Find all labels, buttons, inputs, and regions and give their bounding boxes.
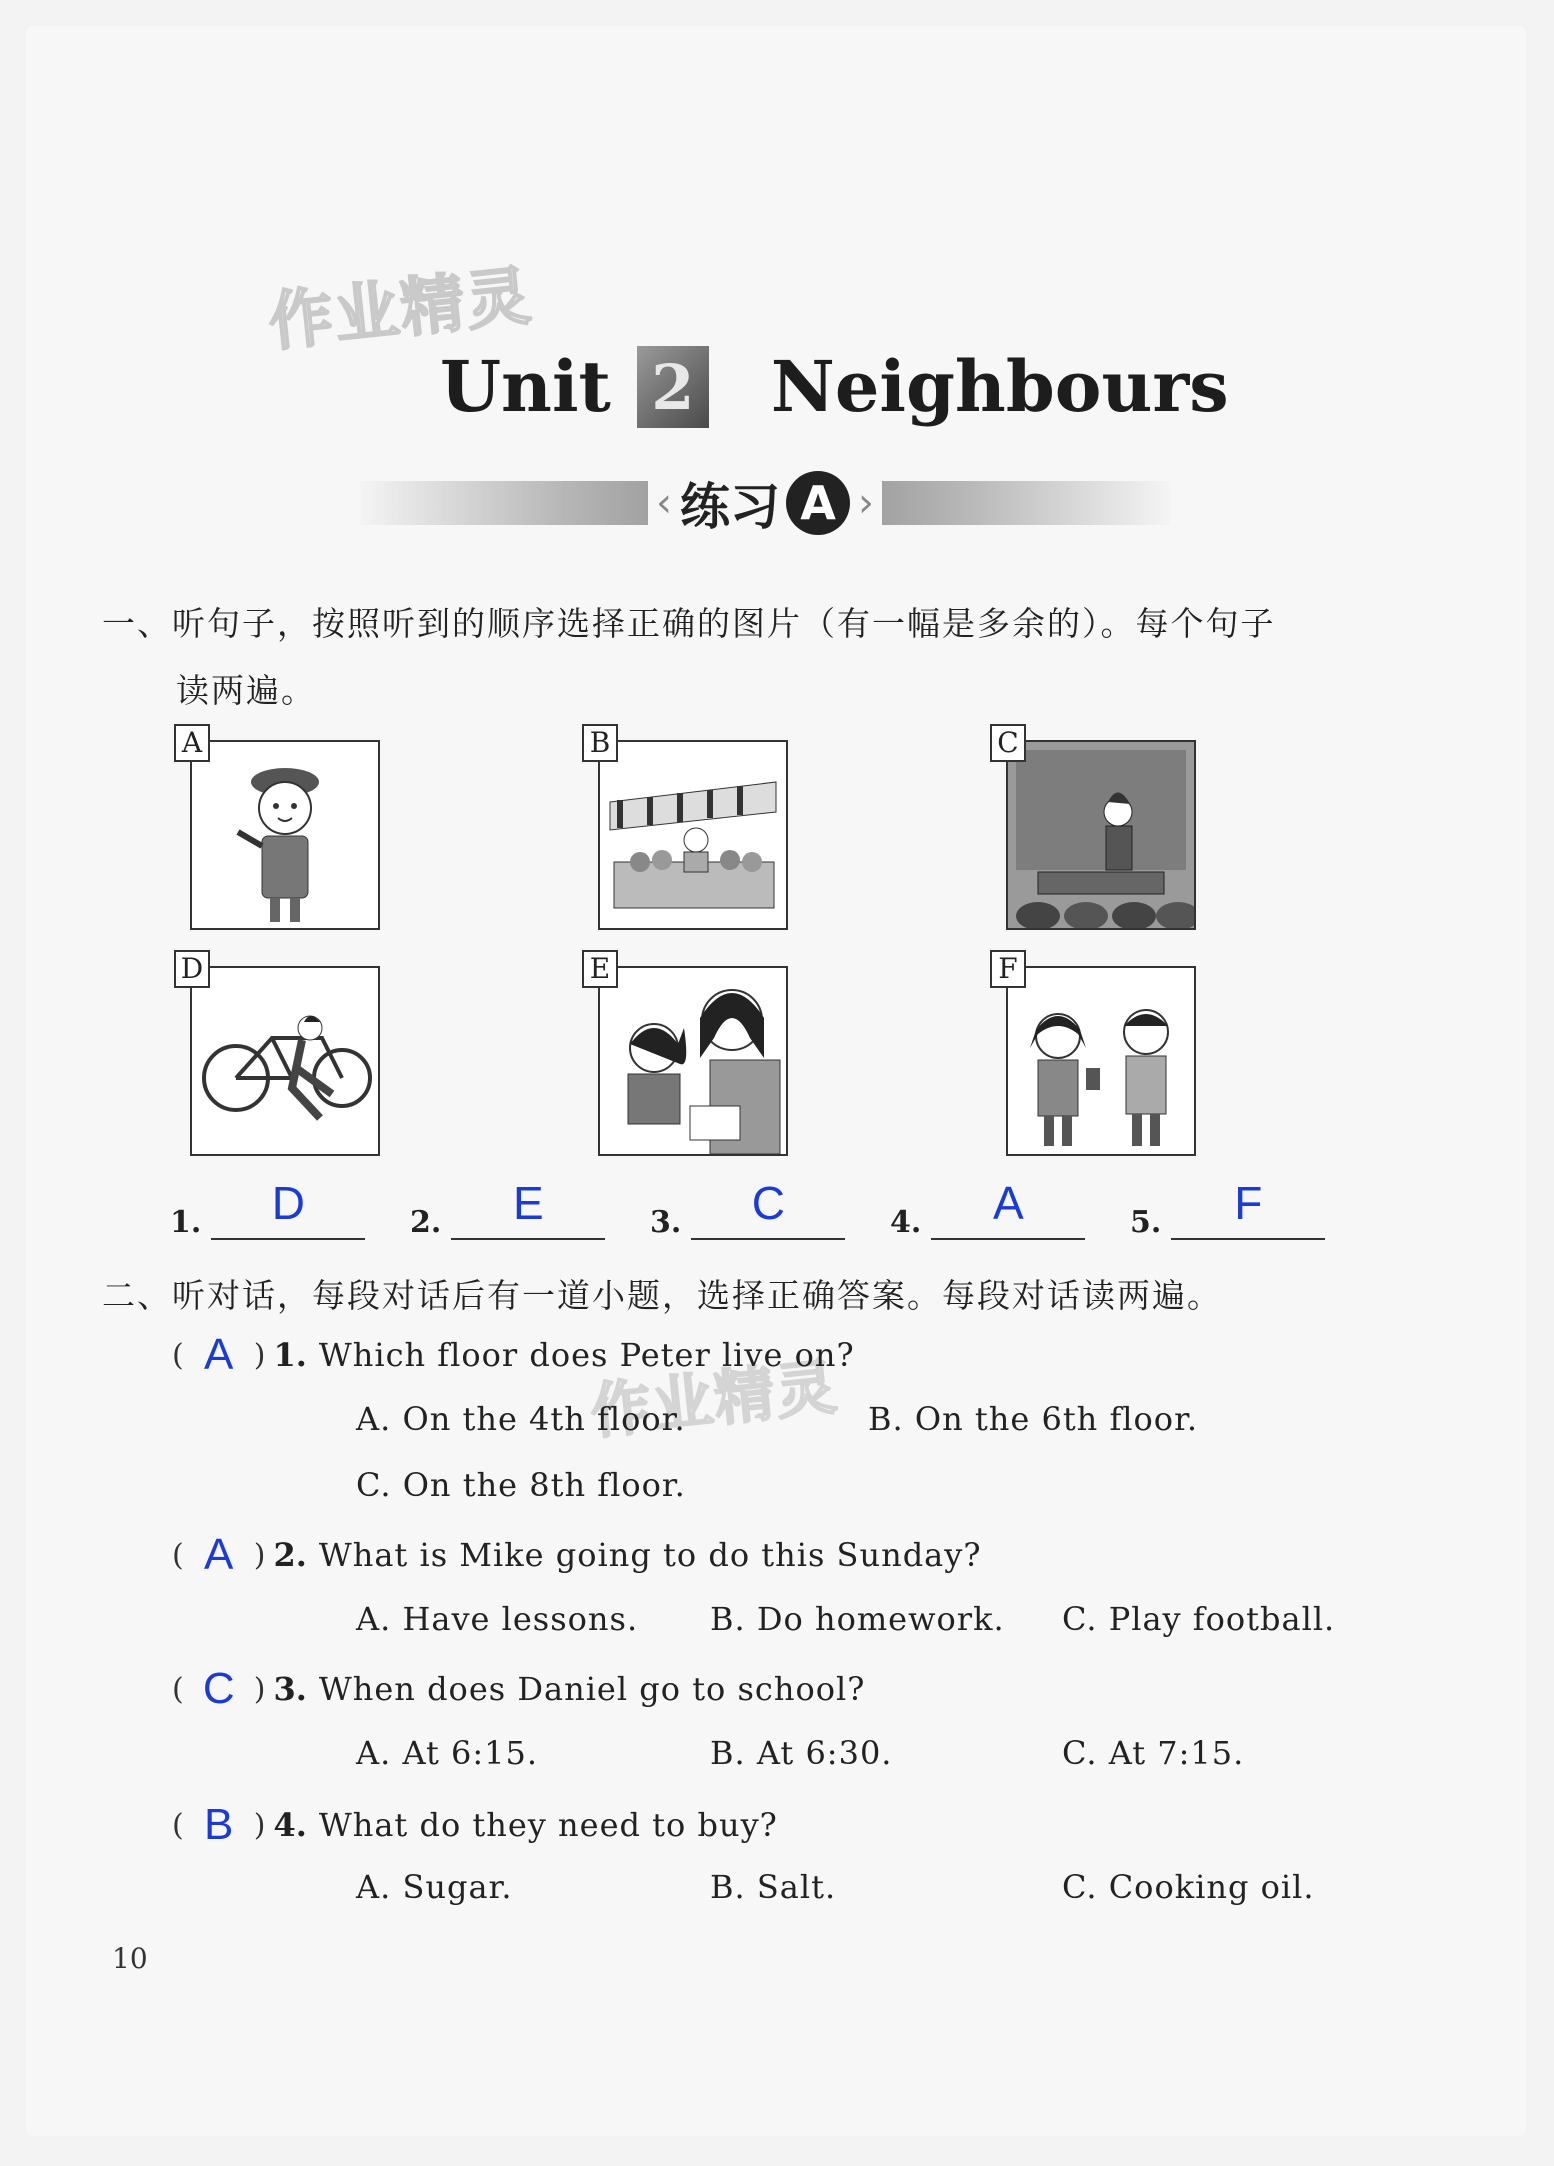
mother-daughter-homework-icon — [600, 968, 786, 1154]
question-text: Which floor does Peter live on? — [318, 1336, 855, 1374]
watermark: 作业精灵 — [587, 1352, 842, 1448]
answer-item — [170, 1177, 365, 1240]
policewoman-icon — [192, 742, 378, 928]
answer-item — [890, 1177, 1085, 1240]
question-answer[interactable]: A — [204, 1330, 234, 1379]
picture-d — [190, 966, 380, 1156]
answer-item — [650, 1177, 845, 1240]
question-text: What is Mike going to do this Sunday? — [318, 1536, 982, 1574]
fruit-stall-icon — [600, 742, 786, 928]
picture-label: D — [174, 950, 210, 988]
answer-number: 3. — [650, 1205, 682, 1240]
option-a: A. At 6:15. — [356, 1734, 539, 1772]
question-answer[interactable]: C — [202, 1664, 235, 1713]
picture-label: F — [990, 950, 1026, 988]
question-number: 1. — [273, 1336, 307, 1374]
answer-blank[interactable] — [451, 1177, 605, 1240]
answer-item — [1130, 1177, 1325, 1240]
option-b: B. Do homework. — [710, 1600, 1005, 1638]
answer-blank[interactable] — [1171, 1177, 1325, 1240]
bicycle-repair-icon — [192, 968, 378, 1154]
question-answer[interactable]: B — [204, 1800, 234, 1849]
question-row — [172, 1800, 778, 1850]
question-answer[interactable]: A — [204, 1530, 234, 1579]
answer-blank[interactable] — [931, 1177, 1085, 1240]
option-a: A. On the 4th floor. — [356, 1400, 686, 1438]
option-c: C. Play football. — [1062, 1600, 1336, 1638]
option-b: B. On the 6th floor. — [868, 1400, 1199, 1438]
answer-value: C — [751, 1177, 785, 1229]
option-a: A. Sugar. — [356, 1868, 513, 1906]
picture-b — [598, 740, 788, 930]
question-row — [172, 1664, 865, 1714]
answer-value: F — [1234, 1177, 1263, 1229]
option-b: B. At 6:30. — [710, 1734, 893, 1772]
banner-bar-right — [882, 481, 1170, 525]
section1-title-line2: 读两遍。 — [176, 671, 316, 710]
paren-open: ( — [172, 1671, 184, 1707]
picture-label: A — [174, 724, 210, 762]
answer-value: D — [271, 1177, 305, 1229]
picture-f — [1006, 966, 1196, 1156]
paren-open: ( — [172, 1337, 184, 1373]
paren-close: ) — [253, 1671, 266, 1707]
answer-blank[interactable] — [691, 1177, 845, 1240]
picture-c — [1006, 740, 1196, 930]
paren-open: ( — [172, 1537, 184, 1573]
section1-title-line1: 一、听句子，按照听到的顺序选择正确的图片（有一幅是多余的）。每个句子 — [102, 604, 1276, 643]
question-text: When does Daniel go to school? — [318, 1670, 866, 1708]
section1-answer-row — [170, 1177, 1370, 1252]
chevron-left-icon: ‹ — [656, 480, 672, 526]
practice-label-text: 练习 — [680, 478, 780, 536]
paren-close: ) — [253, 1337, 266, 1373]
answer-blank[interactable] — [211, 1177, 365, 1240]
section2-title: 二、听对话，每段对话后有一道小题，选择正确答案。每段对话读两遍。 — [102, 1276, 1222, 1315]
question-row — [172, 1530, 981, 1580]
answer-number: 4. — [890, 1205, 922, 1240]
answer-value: A — [992, 1177, 1024, 1229]
unit-number-badge: 2 — [637, 346, 709, 428]
paren-open: ( — [172, 1807, 184, 1843]
picture-e — [598, 966, 788, 1156]
option-c: C. At 7:15. — [1062, 1734, 1245, 1772]
question-row — [172, 1330, 855, 1380]
question-number: 2. — [273, 1536, 307, 1574]
practice-letter-badge: A — [786, 471, 850, 535]
question-number: 3. — [273, 1670, 307, 1708]
answer-number: 5. — [1130, 1205, 1162, 1240]
unit-word: Unit — [440, 345, 611, 428]
question-number: 4. — [273, 1806, 307, 1844]
picture-label: E — [582, 950, 618, 988]
option-c: C. Cooking oil. — [1062, 1868, 1315, 1906]
banner-bar-left — [360, 481, 648, 525]
watermark: 作业精灵 — [265, 259, 536, 361]
answer-value: E — [512, 1177, 544, 1229]
page-number: 10 — [112, 1942, 148, 1975]
answer-number: 2. — [410, 1205, 442, 1240]
picture-label: B — [582, 724, 618, 762]
option-c: C. On the 8th floor. — [356, 1466, 686, 1504]
two-children-icon — [1008, 968, 1194, 1154]
practice-banner — [360, 476, 1170, 536]
picture-label: C — [990, 724, 1026, 762]
answer-item — [410, 1177, 605, 1240]
teacher-blackboard-icon — [1008, 742, 1194, 928]
paren-close: ) — [253, 1537, 266, 1573]
picture-a — [190, 740, 380, 930]
unit-title — [440, 345, 1229, 428]
option-b: B. Salt. — [710, 1868, 837, 1906]
option-a: A. Have lessons. — [356, 1600, 639, 1638]
chevron-right-icon: › — [858, 480, 874, 526]
answer-number: 1. — [170, 1205, 202, 1240]
unit-name: Neighbours — [770, 345, 1229, 428]
paren-close: ) — [253, 1807, 266, 1843]
question-text: What do they need to buy? — [318, 1806, 778, 1844]
practice-label — [680, 467, 850, 539]
